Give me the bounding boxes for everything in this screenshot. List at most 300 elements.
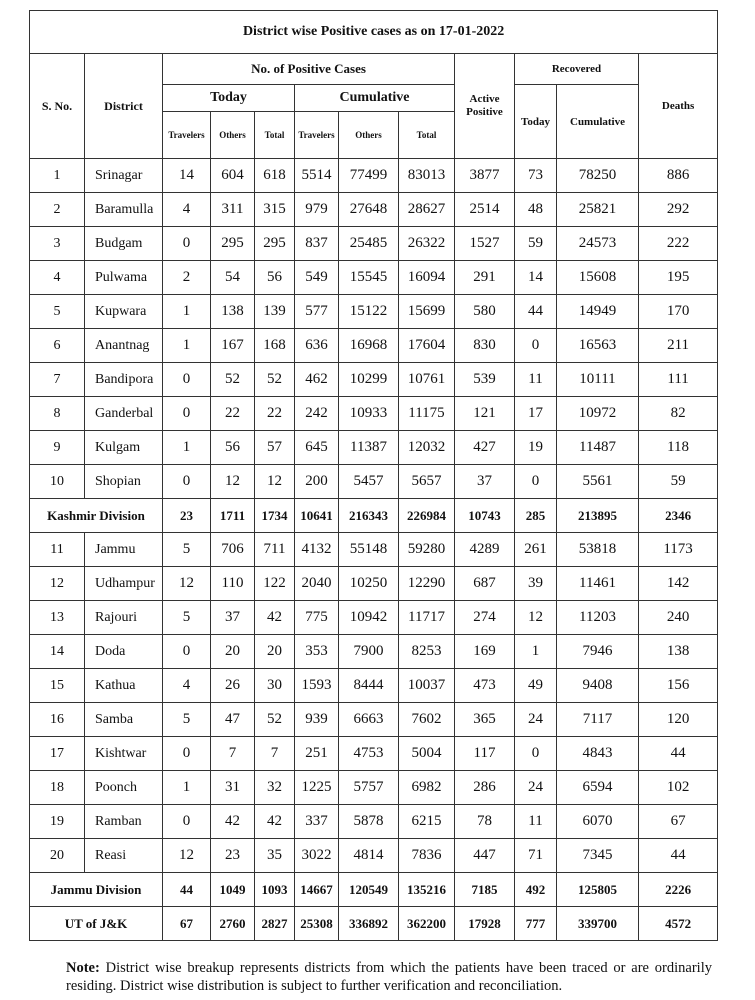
cell-value: 44 (515, 295, 557, 329)
serial-number: 20 (30, 839, 85, 873)
cell-value: 5878 (339, 805, 399, 839)
cell-value: 167 (211, 329, 255, 363)
district-name: Bandipora (85, 363, 163, 397)
cell-value: 12290 (399, 567, 455, 601)
cell-value: 4289 (455, 533, 515, 567)
cell-value: 26322 (399, 227, 455, 261)
cell-value: 14 (163, 159, 211, 193)
cell-value: 7900 (339, 635, 399, 669)
district-row (30, 295, 718, 329)
cell-value: 242 (295, 397, 339, 431)
cell-value: 5 (163, 533, 211, 567)
today-travelers-header: Travelers (163, 112, 211, 159)
summary-value: 135216 (399, 873, 455, 907)
cell-value: 11 (515, 805, 557, 839)
cell-value: 5514 (295, 159, 339, 193)
cell-value: 138 (639, 635, 718, 669)
district-name: Ramban (85, 805, 163, 839)
note-text: District wise breakup represents districts from which the patients have been traced or are ordinarily residing. District wise distribution is subject to further verification and reconciliation. (66, 960, 712, 994)
cell-value: 12032 (399, 431, 455, 465)
cell-value: 4 (163, 193, 211, 227)
summary-value: 17928 (455, 907, 515, 941)
summary-value: 2346 (639, 499, 718, 533)
summary-value: 10743 (455, 499, 515, 533)
cell-value: 10761 (399, 363, 455, 397)
cell-value: 8444 (339, 669, 399, 703)
serial-number: 2 (30, 193, 85, 227)
district-row (30, 397, 718, 431)
serial-number: 5 (30, 295, 85, 329)
summary-value: 125805 (557, 873, 639, 907)
cell-value: 706 (211, 533, 255, 567)
deaths-header: Deaths (639, 54, 718, 159)
summary-value: 213895 (557, 499, 639, 533)
cell-value: 4132 (295, 533, 339, 567)
district-row (30, 329, 718, 363)
district-row (30, 601, 718, 635)
cell-value: 7 (211, 737, 255, 771)
cell-value: 78 (455, 805, 515, 839)
cell-value: 939 (295, 703, 339, 737)
summary-value: 492 (515, 873, 557, 907)
recovered-header: Recovered (515, 54, 639, 85)
summary-label: UT of J&K (30, 907, 163, 941)
cell-value: 27648 (339, 193, 399, 227)
cell-value: 139 (255, 295, 295, 329)
district-cases-table (29, 10, 718, 941)
serial-number: 1 (30, 159, 85, 193)
summary-value: 1734 (255, 499, 295, 533)
serial-number: 11 (30, 533, 85, 567)
cell-value: 28627 (399, 193, 455, 227)
district-name: Shopian (85, 465, 163, 499)
district-name: Srinagar (85, 159, 163, 193)
serial-number: 4 (30, 261, 85, 295)
cell-value: 687 (455, 567, 515, 601)
district-row (30, 771, 718, 805)
cell-value: 1225 (295, 771, 339, 805)
cell-value: 295 (255, 227, 295, 261)
cell-value: 7836 (399, 839, 455, 873)
cell-value: 82 (639, 397, 718, 431)
cell-value: 42 (255, 805, 295, 839)
cell-value: 168 (255, 329, 295, 363)
sno-header: S. No. (30, 54, 85, 159)
cell-value: 315 (255, 193, 295, 227)
cell-value: 67 (639, 805, 718, 839)
cell-value: 1 (515, 635, 557, 669)
summary-value: 10641 (295, 499, 339, 533)
district-name: Rajouri (85, 601, 163, 635)
covid-district-report (29, 10, 717, 941)
cell-value: 14949 (557, 295, 639, 329)
cell-value: 17604 (399, 329, 455, 363)
cell-value: 549 (295, 261, 339, 295)
cell-value: 6215 (399, 805, 455, 839)
cumulative-header: Cumulative (295, 85, 455, 112)
serial-number: 19 (30, 805, 85, 839)
cell-value: 56 (255, 261, 295, 295)
cell-value: 311 (211, 193, 255, 227)
cell-value: 52 (211, 363, 255, 397)
cell-value: 52 (255, 703, 295, 737)
cell-value: 8253 (399, 635, 455, 669)
district-name: Poonch (85, 771, 163, 805)
today-header: Today (163, 85, 295, 112)
district-name: Reasi (85, 839, 163, 873)
district-row (30, 363, 718, 397)
summary-row (30, 499, 718, 533)
recovered-cumulative-header: Cumulative (557, 85, 639, 159)
cell-value: 636 (295, 329, 339, 363)
cell-value: 156 (639, 669, 718, 703)
cell-value: 73 (515, 159, 557, 193)
cell-value: 5561 (557, 465, 639, 499)
cell-value: 577 (295, 295, 339, 329)
summary-value: 67 (163, 907, 211, 941)
summary-value: 226984 (399, 499, 455, 533)
cell-value: 77499 (339, 159, 399, 193)
cell-value: 2040 (295, 567, 339, 601)
summary-value: 120549 (339, 873, 399, 907)
summary-label: Kashmir Division (30, 499, 163, 533)
cell-value: 11 (515, 363, 557, 397)
active-positive-header: Active Positive (455, 54, 515, 159)
serial-number: 16 (30, 703, 85, 737)
cumulative-total-header: Total (399, 112, 455, 159)
summary-value: 362200 (399, 907, 455, 941)
cell-value: 32 (255, 771, 295, 805)
serial-number: 3 (30, 227, 85, 261)
cell-value: 473 (455, 669, 515, 703)
cell-value: 47 (211, 703, 255, 737)
cell-value: 12 (163, 567, 211, 601)
cell-value: 6663 (339, 703, 399, 737)
cell-value: 4753 (339, 737, 399, 771)
cell-value: 286 (455, 771, 515, 805)
cell-value: 12 (255, 465, 295, 499)
cell-value: 19 (515, 431, 557, 465)
cell-value: 0 (163, 363, 211, 397)
cell-value: 539 (455, 363, 515, 397)
cell-value: 122 (255, 567, 295, 601)
district-name: Kathua (85, 669, 163, 703)
serial-number: 18 (30, 771, 85, 805)
cell-value: 52 (255, 363, 295, 397)
cell-value: 200 (295, 465, 339, 499)
cell-value: 7345 (557, 839, 639, 873)
cell-value: 251 (295, 737, 339, 771)
summary-value: 7185 (455, 873, 515, 907)
district-name: Anantnag (85, 329, 163, 363)
cell-value: 0 (515, 465, 557, 499)
district-header: District (85, 54, 163, 159)
positive-cases-header: No. of Positive Cases (163, 54, 455, 85)
cell-value: 886 (639, 159, 718, 193)
cell-value: 711 (255, 533, 295, 567)
cell-value: 55148 (339, 533, 399, 567)
cell-value: 11203 (557, 601, 639, 635)
cell-value: 4814 (339, 839, 399, 873)
cell-value: 16094 (399, 261, 455, 295)
cell-value: 24573 (557, 227, 639, 261)
cell-value: 337 (295, 805, 339, 839)
cell-value: 3022 (295, 839, 339, 873)
cell-value: 170 (639, 295, 718, 329)
summary-value: 2226 (639, 873, 718, 907)
cell-value: 16968 (339, 329, 399, 363)
district-name: Ganderbal (85, 397, 163, 431)
cell-value: 365 (455, 703, 515, 737)
cell-value: 26 (211, 669, 255, 703)
summary-value: 25308 (295, 907, 339, 941)
cell-value: 291 (455, 261, 515, 295)
cell-value: 7 (255, 737, 295, 771)
district-name: Kishtwar (85, 737, 163, 771)
cell-value: 35 (255, 839, 295, 873)
cell-value: 17 (515, 397, 557, 431)
cell-value: 37 (455, 465, 515, 499)
cell-value: 44 (639, 737, 718, 771)
cell-value: 24 (515, 771, 557, 805)
cell-value: 295 (211, 227, 255, 261)
cell-value: 5757 (339, 771, 399, 805)
cell-value: 25821 (557, 193, 639, 227)
cell-value: 830 (455, 329, 515, 363)
summary-value: 14667 (295, 873, 339, 907)
cell-value: 117 (455, 737, 515, 771)
district-name: Samba (85, 703, 163, 737)
cell-value: 37 (211, 601, 255, 635)
cell-value: 42 (255, 601, 295, 635)
summary-value: 1049 (211, 873, 255, 907)
cell-value: 0 (163, 465, 211, 499)
today-total-header: Total (255, 112, 295, 159)
cell-value: 1 (163, 431, 211, 465)
cell-value: 42 (211, 805, 255, 839)
district-row (30, 635, 718, 669)
district-row (30, 703, 718, 737)
cell-value: 0 (515, 737, 557, 771)
cell-value: 2 (163, 261, 211, 295)
district-row (30, 431, 718, 465)
cell-value: 169 (455, 635, 515, 669)
cell-value: 604 (211, 159, 255, 193)
summary-value: 1711 (211, 499, 255, 533)
district-row (30, 805, 718, 839)
cell-value: 15122 (339, 295, 399, 329)
serial-number: 8 (30, 397, 85, 431)
summary-value: 336892 (339, 907, 399, 941)
summary-value: 4572 (639, 907, 718, 941)
cell-value: 20 (255, 635, 295, 669)
cell-value: 110 (211, 567, 255, 601)
cell-value: 1 (163, 771, 211, 805)
district-name: Kulgam (85, 431, 163, 465)
summary-row (30, 907, 718, 941)
district-row (30, 261, 718, 295)
cell-value: 5457 (339, 465, 399, 499)
district-row (30, 193, 718, 227)
summary-label: Jammu Division (30, 873, 163, 907)
cell-value: 1 (163, 329, 211, 363)
cell-value: 48 (515, 193, 557, 227)
district-name: Pulwama (85, 261, 163, 295)
cell-value: 4 (163, 669, 211, 703)
cell-value: 462 (295, 363, 339, 397)
cell-value: 53818 (557, 533, 639, 567)
cell-value: 10037 (399, 669, 455, 703)
summary-value: 216343 (339, 499, 399, 533)
cell-value: 6594 (557, 771, 639, 805)
district-name: Doda (85, 635, 163, 669)
cell-value: 30 (255, 669, 295, 703)
serial-number: 15 (30, 669, 85, 703)
serial-number: 13 (30, 601, 85, 635)
today-others-header: Others (211, 112, 255, 159)
cell-value: 1 (163, 295, 211, 329)
cell-value: 0 (163, 397, 211, 431)
serial-number: 12 (30, 567, 85, 601)
cell-value: 16563 (557, 329, 639, 363)
summary-value: 777 (515, 907, 557, 941)
cell-value: 3877 (455, 159, 515, 193)
cell-value: 5004 (399, 737, 455, 771)
cell-value: 5657 (399, 465, 455, 499)
cell-value: 10111 (557, 363, 639, 397)
cell-value: 4843 (557, 737, 639, 771)
cell-value: 10933 (339, 397, 399, 431)
cell-value: 121 (455, 397, 515, 431)
cell-value: 11717 (399, 601, 455, 635)
cell-value: 111 (639, 363, 718, 397)
report-title: District wise Positive cases as on 17-01-2022 (30, 11, 718, 54)
summary-value: 285 (515, 499, 557, 533)
serial-number: 7 (30, 363, 85, 397)
cell-value: 57 (255, 431, 295, 465)
cell-value: 580 (455, 295, 515, 329)
cell-value: 0 (163, 805, 211, 839)
district-name: Jammu (85, 533, 163, 567)
cell-value: 618 (255, 159, 295, 193)
cell-value: 2514 (455, 193, 515, 227)
summary-value: 2827 (255, 907, 295, 941)
cell-value: 39 (515, 567, 557, 601)
note-label: Note: (66, 960, 100, 976)
district-name: Udhampur (85, 567, 163, 601)
summary-value: 2760 (211, 907, 255, 941)
cell-value: 11175 (399, 397, 455, 431)
cell-value: 59280 (399, 533, 455, 567)
cell-value: 1527 (455, 227, 515, 261)
cell-value: 353 (295, 635, 339, 669)
cell-value: 0 (163, 635, 211, 669)
cell-value: 11487 (557, 431, 639, 465)
cell-value: 12 (163, 839, 211, 873)
cell-value: 31 (211, 771, 255, 805)
cell-value: 447 (455, 839, 515, 873)
cell-value: 24 (515, 703, 557, 737)
serial-number: 9 (30, 431, 85, 465)
cell-value: 71 (515, 839, 557, 873)
cell-value: 14 (515, 261, 557, 295)
district-name: Kupwara (85, 295, 163, 329)
cell-value: 1593 (295, 669, 339, 703)
cell-value: 102 (639, 771, 718, 805)
cell-value: 5 (163, 703, 211, 737)
district-row (30, 737, 718, 771)
cell-value: 0 (163, 737, 211, 771)
cell-value: 120 (639, 703, 718, 737)
cell-value: 7602 (399, 703, 455, 737)
cell-value: 22 (211, 397, 255, 431)
district-row (30, 567, 718, 601)
cell-value: 11461 (557, 567, 639, 601)
district-row (30, 465, 718, 499)
table-body (30, 159, 718, 941)
cell-value: 15608 (557, 261, 639, 295)
cell-value: 10942 (339, 601, 399, 635)
serial-number: 14 (30, 635, 85, 669)
serial-number: 10 (30, 465, 85, 499)
cell-value: 59 (639, 465, 718, 499)
footnote (66, 959, 712, 995)
cell-value: 12 (515, 601, 557, 635)
cell-value: 10972 (557, 397, 639, 431)
district-row (30, 227, 718, 261)
table-header (30, 11, 718, 159)
cell-value: 6982 (399, 771, 455, 805)
cell-value: 6070 (557, 805, 639, 839)
cell-value: 44 (639, 839, 718, 873)
cell-value: 261 (515, 533, 557, 567)
cell-value: 5 (163, 601, 211, 635)
cell-value: 118 (639, 431, 718, 465)
cell-value: 10250 (339, 567, 399, 601)
cell-value: 292 (639, 193, 718, 227)
summary-value: 44 (163, 873, 211, 907)
district-row (30, 533, 718, 567)
cell-value: 211 (639, 329, 718, 363)
cell-value: 775 (295, 601, 339, 635)
cell-value: 0 (163, 227, 211, 261)
summary-value: 23 (163, 499, 211, 533)
cell-value: 274 (455, 601, 515, 635)
cell-value: 9408 (557, 669, 639, 703)
cell-value: 22 (255, 397, 295, 431)
cell-value: 427 (455, 431, 515, 465)
district-name: Baramulla (85, 193, 163, 227)
cell-value: 979 (295, 193, 339, 227)
cell-value: 59 (515, 227, 557, 261)
cell-value: 222 (639, 227, 718, 261)
cell-value: 11387 (339, 431, 399, 465)
cell-value: 7946 (557, 635, 639, 669)
cell-value: 83013 (399, 159, 455, 193)
district-row (30, 669, 718, 703)
district-name: Budgam (85, 227, 163, 261)
cell-value: 56 (211, 431, 255, 465)
cell-value: 25485 (339, 227, 399, 261)
cell-value: 49 (515, 669, 557, 703)
serial-number: 6 (30, 329, 85, 363)
cell-value: 10299 (339, 363, 399, 397)
cell-value: 7117 (557, 703, 639, 737)
cell-value: 195 (639, 261, 718, 295)
cell-value: 837 (295, 227, 339, 261)
cell-value: 15699 (399, 295, 455, 329)
summary-value: 1093 (255, 873, 295, 907)
